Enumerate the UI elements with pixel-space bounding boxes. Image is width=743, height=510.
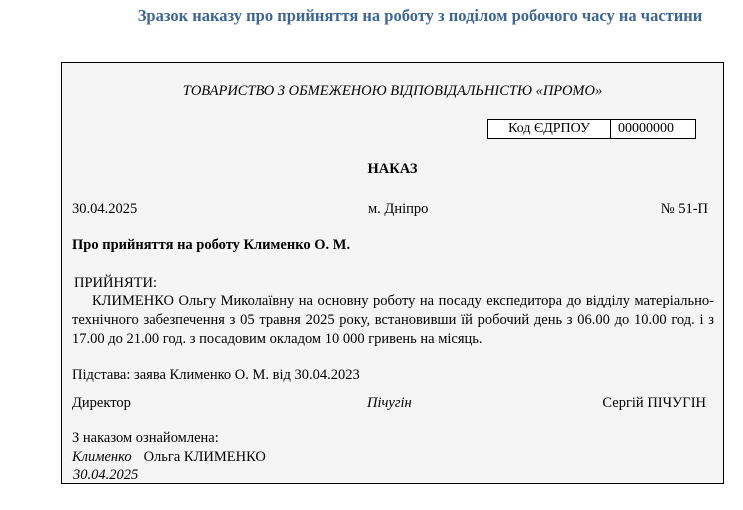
edrpou-value: 00000000 xyxy=(618,121,674,136)
order-date: 30.04.2025 xyxy=(72,201,138,217)
page-title: Зразок наказу про прийняття на роботу з поділом робочого часу на частини xyxy=(137,6,703,25)
employee-name: Ольга КЛИМЕНКО xyxy=(143,449,266,465)
director-name: Сергій ПІЧУГІН xyxy=(602,395,706,411)
acknowledgement-label: З наказом ознайомлена: xyxy=(72,430,219,446)
order-heading: НАКАЗ xyxy=(367,161,418,177)
acknowledgement-row xyxy=(72,449,266,466)
edrpou-code-box xyxy=(487,119,696,139)
order-city: м. Дніпро xyxy=(368,201,429,217)
order-subject: Про прийняття на роботу Клименко О. М. xyxy=(72,237,351,253)
order-number: № 51-П xyxy=(660,201,708,217)
director-signature: Пічугін xyxy=(367,395,412,411)
order-document xyxy=(61,62,724,484)
acknowledgement-date: 30.04.2025 xyxy=(73,467,139,483)
order-basis: Підстава: заява Клименко О. М. від 30.04.2023 xyxy=(72,367,360,383)
director-role: Директор xyxy=(72,395,131,411)
company-name: ТОВАРИСТВО З ОБМЕЖЕНОЮ ВІДПОВІДАЛЬНІСТЮ «ПРОМО» xyxy=(182,83,603,99)
hire-label: ПРИЙНЯТИ: xyxy=(74,275,157,291)
order-body: КЛИМЕНКО Ольгу Миколаївну на основну роботу на посаду експедитора до відділу матеріально-технічного забезпечення з 05 травня 2025 року, встановивши їй робочий день з 06.00 до 10.00 год. і з 17.00 до 21.00 год. з посадовим окладом 10 000 гривень на місяць. xyxy=(72,293,714,347)
edrpou-label: Код ЄДРПОУ xyxy=(488,120,611,138)
employee-signature: Клименко xyxy=(72,449,132,465)
